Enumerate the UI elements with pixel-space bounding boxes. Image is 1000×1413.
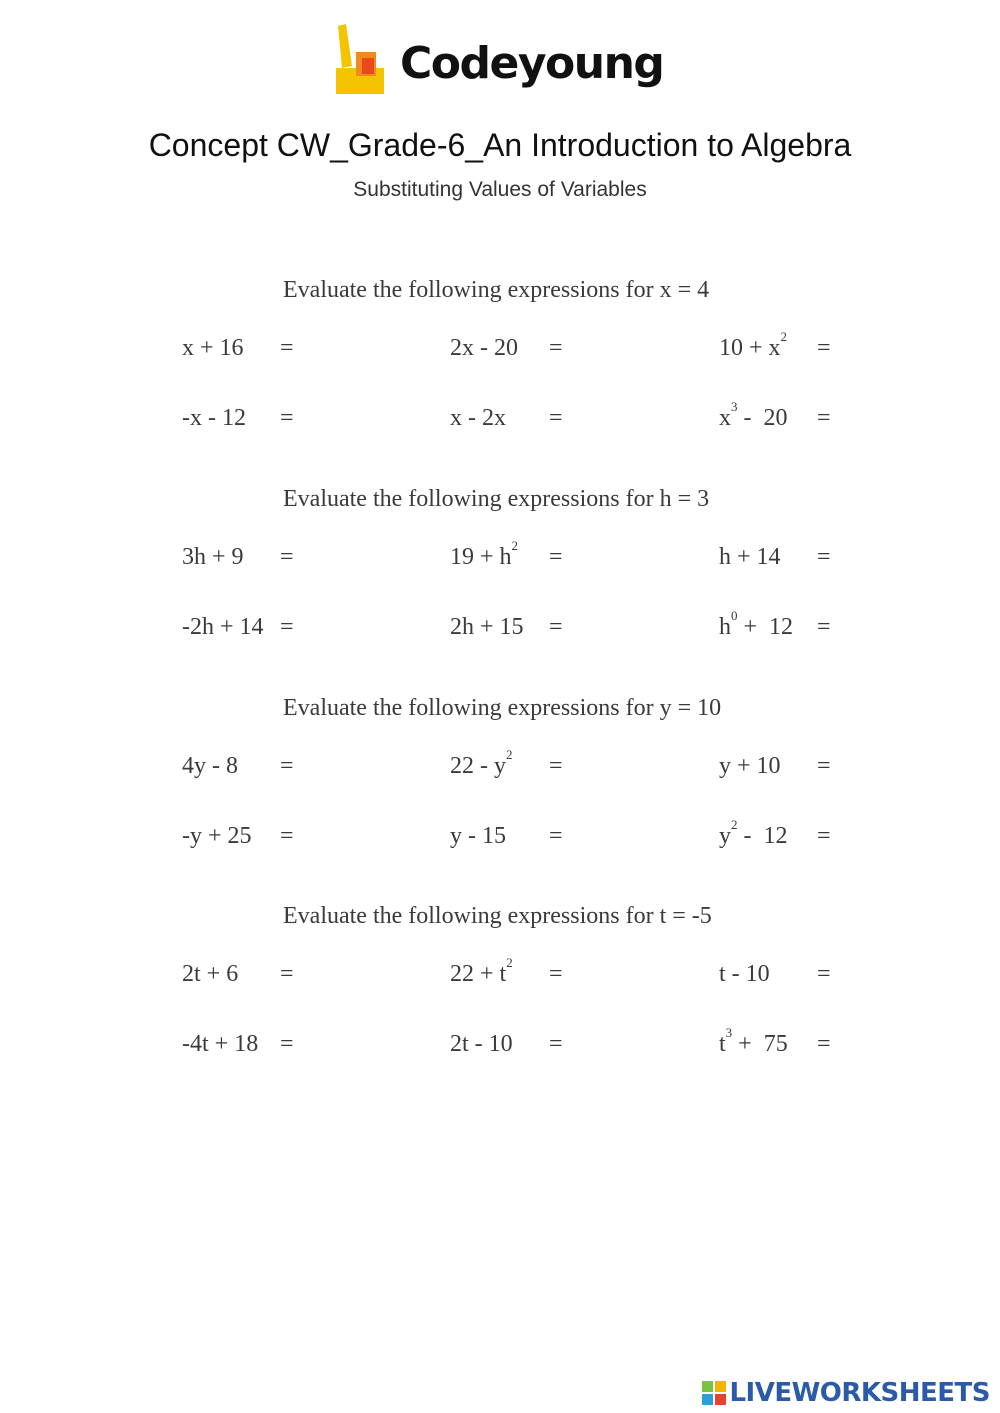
- expression-text: 4y - 8: [182, 753, 238, 779]
- equals-sign: =: [817, 961, 831, 987]
- equals-sign: =: [280, 614, 294, 640]
- expression: [719, 329, 788, 361]
- equals-sign: =: [280, 1031, 294, 1057]
- expression-text: 10 + x: [719, 335, 781, 361]
- expression-text: y + 10: [719, 753, 781, 779]
- expression: [450, 538, 519, 570]
- expression-text: 22 - y: [450, 753, 506, 779]
- expression-text: h + 14: [719, 544, 781, 570]
- equals-sign: =: [549, 405, 563, 431]
- section-heading: Evaluate the following expressions for t = -5: [283, 903, 712, 929]
- equals-sign: =: [817, 753, 831, 779]
- expression-text: -y + 25: [182, 823, 252, 849]
- expression: [450, 747, 513, 779]
- expression-text: x + 16: [182, 335, 244, 361]
- expression: [450, 406, 506, 430]
- expression-text: 2t - 10: [450, 1031, 513, 1057]
- expression: [182, 406, 246, 430]
- expression: [719, 608, 794, 640]
- equals-sign: =: [549, 335, 563, 361]
- exponent: 2: [731, 817, 738, 832]
- expression-text: 19 + h: [450, 544, 512, 570]
- expression-text: h: [719, 614, 731, 640]
- equals-sign: =: [280, 823, 294, 849]
- expression-text: 3h + 9: [182, 544, 244, 570]
- expression: [182, 545, 244, 569]
- expression-tail: - 20: [737, 405, 788, 431]
- expression: [182, 1032, 258, 1056]
- expression-tail: - 12: [737, 823, 788, 849]
- expression: [719, 399, 788, 431]
- section-heading: Evaluate the following expressions for y = 10: [283, 695, 722, 721]
- expression-text: 2x - 20: [450, 335, 518, 361]
- expression-text: t - 10: [719, 961, 770, 987]
- exponent: 0: [731, 608, 738, 623]
- expression: [182, 615, 264, 639]
- equals-sign: =: [280, 405, 294, 431]
- expression-text: 2h + 15: [450, 614, 524, 640]
- expression: [450, 1032, 513, 1056]
- exponent: 2: [511, 538, 519, 553]
- expression: [450, 955, 513, 987]
- equals-sign: =: [549, 753, 563, 779]
- exponent: 2: [506, 955, 513, 970]
- equals-sign: =: [549, 544, 563, 570]
- expression-text: -2h + 14: [182, 614, 264, 640]
- section-heading: Evaluate the following expressions for h = 3: [283, 486, 710, 512]
- expression-tail: + 75: [732, 1031, 788, 1057]
- equals-sign: =: [817, 335, 831, 361]
- expression: [719, 545, 781, 569]
- expression-text: 2t + 6: [182, 961, 239, 987]
- expression-text: y - 15: [450, 823, 506, 849]
- page-subtitle: Substituting Values of Variables: [353, 178, 647, 201]
- expression: [182, 824, 252, 848]
- expression: [719, 754, 781, 778]
- section-heading: Evaluate the following expressions for x = 4: [283, 277, 710, 303]
- expression: [182, 754, 238, 778]
- equals-sign: =: [549, 961, 563, 987]
- equals-sign: =: [280, 961, 294, 987]
- expression: [719, 817, 788, 849]
- exponent: 2: [506, 747, 513, 762]
- liveworksheets-logo-icon: [701, 1380, 727, 1406]
- equals-sign: =: [817, 544, 831, 570]
- expression: [719, 1025, 788, 1057]
- equals-sign: =: [817, 614, 831, 640]
- equals-sign: =: [817, 405, 831, 431]
- liveworksheets-watermark: [701, 1376, 990, 1410]
- equals-sign: =: [549, 614, 563, 640]
- exponent: 3: [731, 399, 738, 414]
- expression-text: y: [719, 823, 731, 849]
- equals-sign: =: [549, 823, 563, 849]
- page-title: Concept CW_Grade-6_An Introduction to Algebra: [148, 127, 852, 163]
- expression: [450, 615, 524, 639]
- brand-name: Codeyoung: [400, 38, 664, 89]
- expression: [450, 824, 506, 848]
- equals-sign: =: [817, 823, 831, 849]
- watermark-text: LIVEWORKSHEETS: [729, 1378, 990, 1408]
- exponent: 2: [780, 329, 788, 344]
- expression-text: t: [719, 1031, 726, 1057]
- expression-tail: + 12: [737, 614, 794, 640]
- expression: [182, 336, 244, 360]
- expression-text: 22 + t: [450, 961, 507, 987]
- equals-sign: =: [280, 753, 294, 779]
- equals-sign: =: [280, 335, 294, 361]
- expression-text: x - 2x: [450, 405, 506, 431]
- expression: [182, 962, 238, 986]
- expression: [719, 962, 770, 986]
- expression-text: -4t + 18: [182, 1031, 259, 1057]
- expression-text: -x - 12: [182, 405, 246, 431]
- equals-sign: =: [817, 1031, 831, 1057]
- exponent: 3: [725, 1025, 733, 1040]
- expression-text: x: [719, 405, 731, 431]
- expression: [450, 336, 518, 360]
- equals-sign: =: [280, 544, 294, 570]
- equals-sign: =: [549, 1031, 563, 1057]
